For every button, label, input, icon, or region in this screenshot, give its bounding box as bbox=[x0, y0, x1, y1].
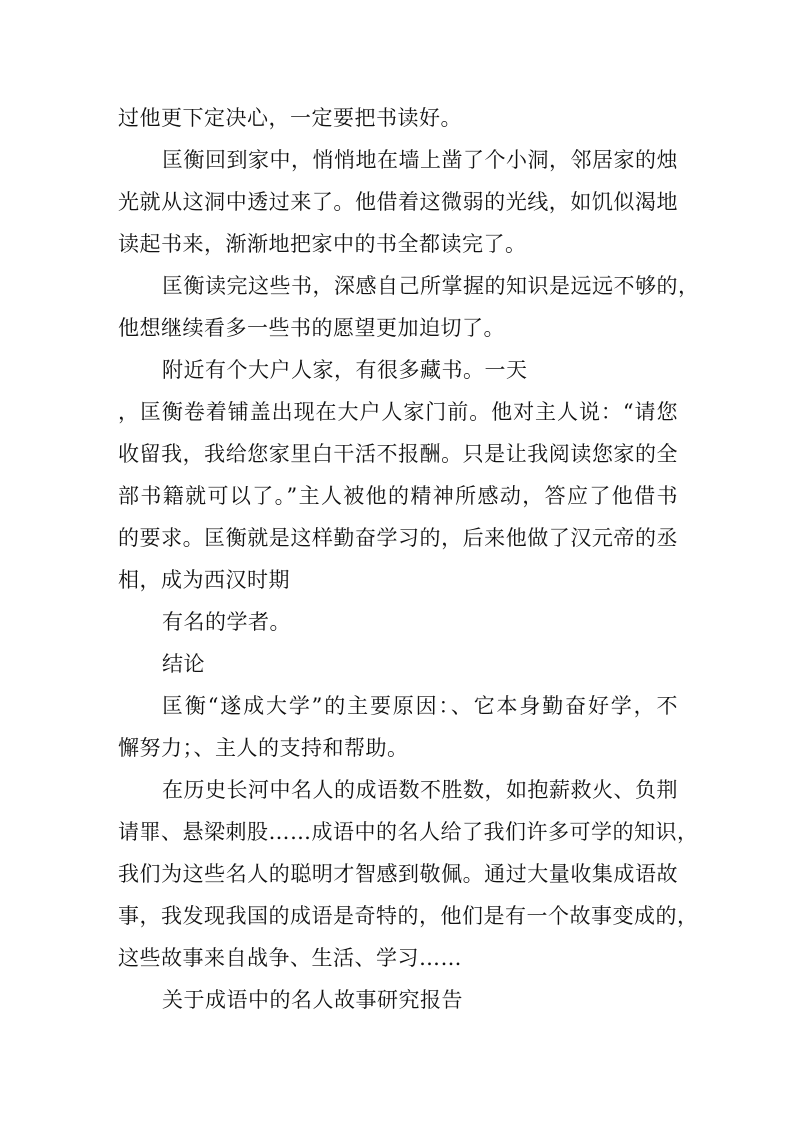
section-heading: 结论 bbox=[162, 652, 205, 676]
text-line: 附近有个大户人家，有很多藏书。一天 bbox=[162, 358, 528, 382]
text-line: 收留我，我给您家里白干活不报酬。只是让我阅读您家的全 bbox=[118, 442, 678, 466]
text-line: 懈努力；、主人的支持和帮助。 bbox=[118, 736, 409, 760]
text-line: 匡衡回到家中，悄悄地在墙上凿了个小洞，邻居家的烛 bbox=[162, 148, 678, 172]
text-line: 他想继续看多一些书的愿望更加迫切了。 bbox=[118, 316, 505, 340]
text-line: 光就从这洞中透过来了。他借着这微弱的光线，如饥似渴地 bbox=[118, 190, 678, 214]
text-line: 有名的学者。 bbox=[162, 610, 291, 634]
text-line: 请罪、悬梁刺股……成语中的名人给了我们许多可学的知识， bbox=[118, 820, 699, 844]
report-title: 关于成语中的名人故事研究报告 bbox=[162, 988, 463, 1012]
text-line: 匡衡“遂成大学”的主要原因：、它本身勤奋好学，不 bbox=[162, 694, 678, 718]
text-line: 匡衡读完这些书，深感自己所掌握的知识是远远不够的， bbox=[162, 274, 700, 298]
text-line: 这些故事来自战争、生活、学习…… bbox=[118, 946, 462, 970]
text-line: 过他更下定决心，一定要把书读好。 bbox=[118, 106, 462, 130]
text-line: 事，我发现我国的成语是奇特的，他们是有一个故事变成的， bbox=[118, 904, 699, 928]
text-line: 读起书来，渐渐地把家中的书全都读完了。 bbox=[118, 232, 527, 256]
text-line: 相，成为西汉时期 bbox=[118, 568, 290, 592]
text-line: 我们为这些名人的聪明才智感到敬佩。通过大量收集成语故 bbox=[118, 862, 678, 886]
text-line: ，匡衡卷着铺盖出现在大户人家门前。他对主人说：“请您 bbox=[118, 400, 678, 424]
text-line: 的要求。匡衡就是这样勤奋学习的，后来他做了汉元帝的丞 bbox=[118, 526, 678, 550]
text-line: 在历史长河中名人的成语数不胜数，如抱薪救火、负荆 bbox=[162, 778, 678, 802]
text-line: 部书籍就可以了。”主人被他的精神所感动，答应了他借书 bbox=[118, 484, 678, 508]
